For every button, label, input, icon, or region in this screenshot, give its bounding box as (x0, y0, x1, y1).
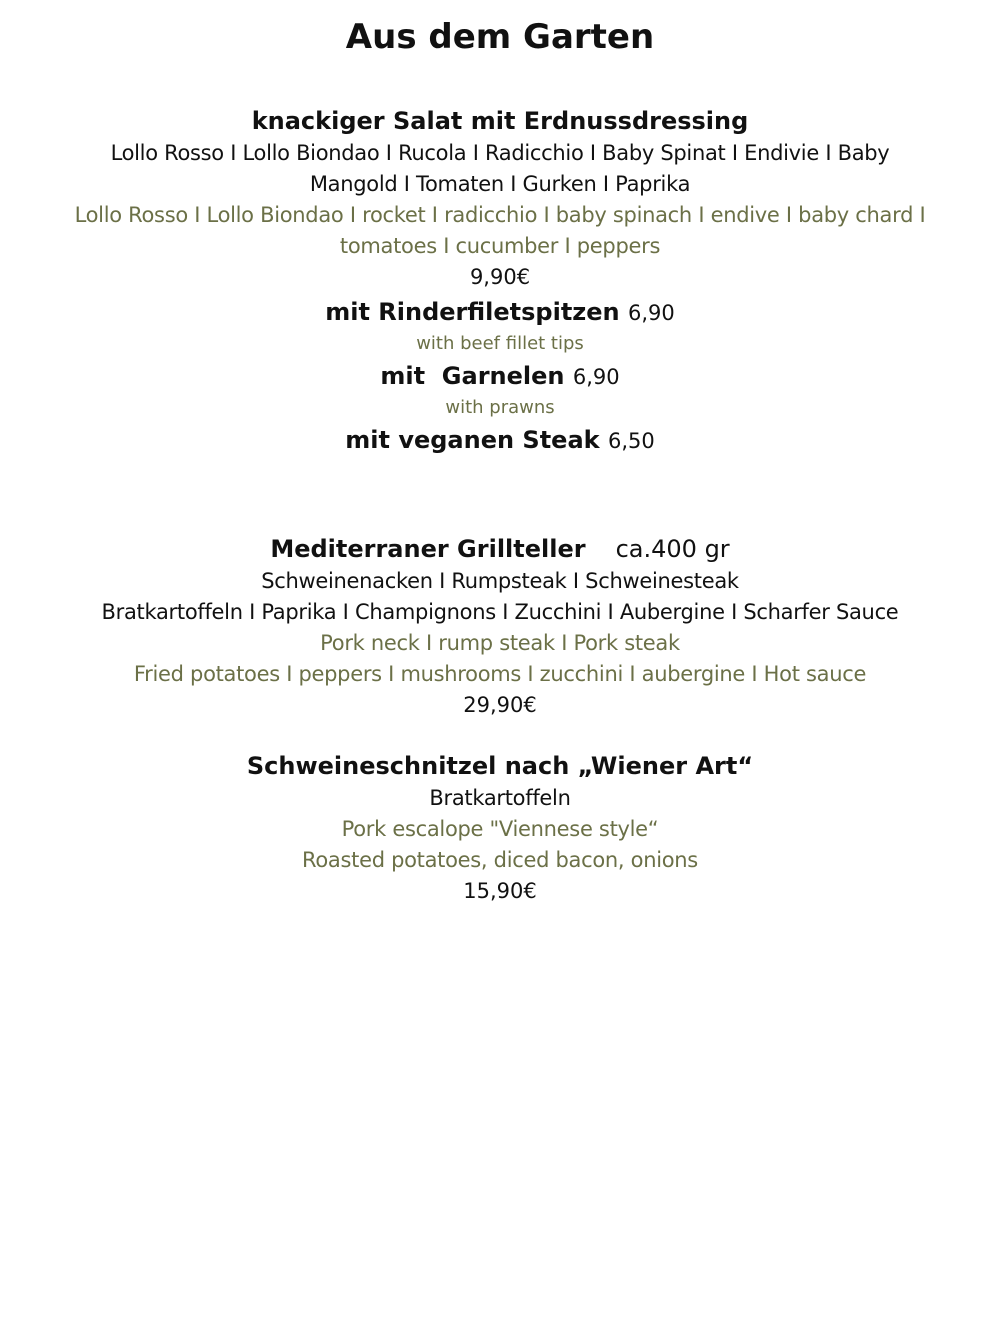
addon-item (0, 295, 1000, 330)
dish-name-row (0, 532, 1000, 566)
dish-price: 29,90€ (463, 693, 537, 717)
addon-item (0, 423, 1000, 458)
dish-description-de: Bratkartoffeln I Paprika I Champignons I Zucchini I Aubergine I Scharfer Sauce (101, 600, 899, 624)
dish-salad (0, 104, 1000, 458)
dish-name: knackiger Salat mit Erdnussdressing (251, 107, 749, 135)
section-spacer (0, 721, 1000, 749)
dish-description-en: Pork neck I rump steak I Pork steak (320, 631, 680, 655)
addon-name: mit veganen Steak (345, 426, 600, 454)
addon-name: mit Garnelen (380, 362, 565, 390)
dish-price: 15,90€ (463, 879, 537, 903)
addon-description-en: with beef fillet tips (416, 333, 584, 354)
dish-grill-plate (0, 532, 1000, 721)
addon-name: mit Rinderfiletspitzen (325, 298, 620, 326)
section-spacer (0, 458, 1000, 532)
addon-item (0, 359, 1000, 394)
addon-price: 6,90 (628, 301, 675, 325)
dish-name: Mediterraner Grillteller (270, 535, 586, 563)
dish-description-en: Lollo Rosso I Lollo Biondao I rocket I radicchio I baby spinach I endive I baby chard I (74, 203, 926, 227)
dish-description-en: tomatoes I cucumber I peppers (339, 234, 661, 258)
addon-description-en: with prawns (445, 397, 555, 418)
dish-description-de: Bratkartoffeln (429, 786, 571, 810)
dish-description-de: Lollo Rosso I Lollo Biondao I Rucola I Radicchio I Baby Spinat I Endivie I Baby (110, 141, 890, 165)
dish-description-en: Roasted potatoes, diced bacon, onions (302, 848, 698, 872)
dish-name: Schweineschnitzel nach „Wiener Art“ (246, 752, 754, 780)
dish-description-en: Fried potatoes I peppers I mushrooms I zucchini I aubergine I Hot sauce (133, 662, 867, 686)
dish-description-en: Pork escalope "Viennese style“ (341, 817, 659, 841)
dish-schnitzel (0, 749, 1000, 907)
addon-price: 6,90 (572, 365, 620, 389)
addon-price: 6,50 (607, 429, 655, 453)
page-title: Aus dem Garten (345, 17, 655, 57)
dish-price: 9,90€ (469, 265, 531, 289)
dish-description-de: Mangold I Tomaten I Gurken I Paprika (309, 172, 691, 196)
dish-weight: ca.400 gr (615, 535, 730, 563)
dish-description-de: Schweinenacken I Rumpsteak I Schweinesteak (261, 569, 739, 593)
